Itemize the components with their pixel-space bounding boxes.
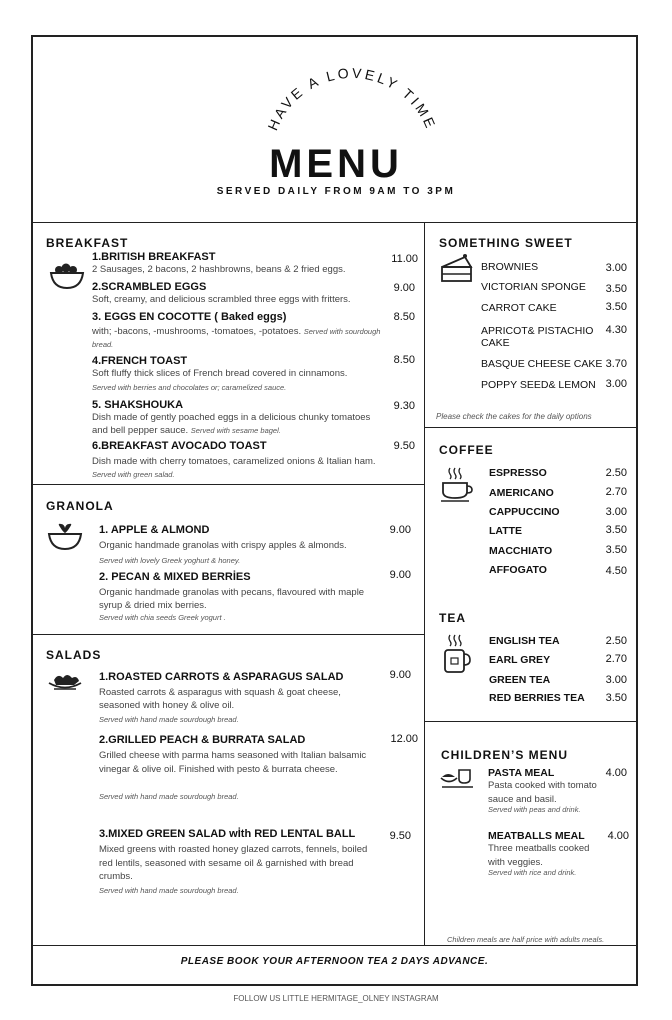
sweet-item-5-price: 3.70 (605, 358, 627, 370)
sweet-note: Please check the cakes for the daily options (436, 412, 592, 421)
salad-item-2-desc: Grilled cheese with parma hams seasoned with Italian balsamic vinegar & olive oil. Finished with pesto & burrata cheese. (99, 750, 367, 775)
breakfast-item-6-desc: Dish made with cherry tomatoes, caramelized onions & Italian ham. Served with green salad. (92, 456, 376, 479)
tea-item-3-price: 3.00 (605, 674, 627, 686)
tea-item-4-name: RED BERRIES TEA (489, 692, 585, 704)
breakfast-item-5-name: 5. SHAKSHOUKA (92, 399, 184, 411)
salad-plate-icon (46, 670, 84, 694)
breakfast-item-2-desc: Soft, creamy, and delicious scrambled three eggs with fritters. (92, 294, 351, 305)
sweet-item-6-price: 3.00 (605, 378, 627, 390)
coffee-item-4-name: LATTE (489, 525, 523, 537)
breakfast-item-1-price: 11.00 (391, 253, 418, 265)
breakfast-item-4-desc: Soft fluffy thick slices of French bread covered in cinnamons. (92, 368, 348, 379)
divider-coffee (424, 427, 638, 428)
sweet-item-5-name: BASQUE CHEESE CAKE (481, 358, 603, 370)
breakfast-item-4-note: Served with berries and chocolates or; caramelized sauce. (92, 383, 287, 392)
kids-meal-icon (440, 767, 476, 793)
salad-item-3-price: 9.50 (389, 830, 411, 842)
breakfast-item-3-desc: with; -bacons, -mushrooms, -tomatoes, -potatoes. Served with sourdough bread. (92, 326, 381, 349)
breakfast-item-3-price: 8.50 (393, 311, 415, 323)
tagline: HAVE A LOVELY TIME (264, 64, 440, 133)
sweet-item-4-name: APRICOT& PISTACHIO CAKE (481, 325, 594, 349)
coffee-item-3-price: 3.00 (605, 506, 627, 518)
granola-item-2-note: Served with chia seeds Greek yogurt . (99, 613, 226, 622)
sweet-item-3-name: CARROT CAKE (481, 302, 557, 314)
granola-item-1-price: 9.00 (389, 524, 411, 536)
salad-item-3-note: Served with hand made sourdough bread. (99, 886, 239, 895)
breakfast-item-3-name: 3. EGGS EN COCOTTE ( Baked eggs) (92, 311, 287, 323)
divider-salads (31, 634, 424, 635)
salad-item-1-note: Served with hand made sourdough bread. (99, 715, 239, 724)
sweet-item-2-price: 3.50 (605, 283, 627, 295)
breakfast-item-1-desc: 2 Sausages, 2 bacons, 2 hashbrowns, beans & 2 fried eggs. (92, 264, 346, 275)
salad-item-2-price: 12.00 (390, 733, 418, 745)
coffee-item-5-name: MACCHIATO (489, 545, 553, 557)
salad-item-1-price: 9.00 (389, 669, 411, 681)
granola-heading: GRANOLA (46, 499, 114, 513)
divider-header (31, 222, 638, 223)
children-item-1-name: PASTA MEAL (488, 767, 555, 779)
instagram-follow: FOLLOW US LITTLE HERMITAGE_OLNEY INSTAGRAM (233, 994, 439, 1003)
tea-cup-icon (442, 633, 472, 675)
sweet-heading: SOMETHING SWEET (439, 236, 573, 250)
sweet-item-3-price: 3.50 (605, 301, 627, 313)
breakfast-item-4-price: 8.50 (393, 354, 415, 366)
coffee-cup-icon (440, 466, 474, 504)
coffee-heading: COFFEE (439, 443, 494, 457)
coffee-item-6-price: 4.50 (605, 565, 627, 577)
salad-item-1-desc: Roasted carrots & asparagus with squash & goat cheese, seasoned with honey & olive oil. (99, 687, 341, 711)
breakfast-item-6-price: 9.50 (393, 440, 415, 452)
children-item-2-note: Served with rice and drink. (488, 868, 577, 877)
children-item-2-name: MEATBALLS MEAL (488, 830, 585, 842)
children-note: Children meals are half price with adults meals. (447, 935, 605, 944)
breakfast-item-5-desc: Dish made of gently poached eggs in a delicious chunky tomatoes and bell pepper sauce. Served with sesame bagel. (92, 412, 371, 436)
coffee-item-1-price: 2.50 (605, 467, 627, 479)
coffee-item-5-price: 3.50 (605, 544, 627, 556)
salad-item-3-name: 3.MIXED GREEN SALAD wİth RED LENTAL BALL (99, 828, 356, 840)
salad-item-1-name: 1.ROASTED CARROTS & ASPARAGUS SALAD (99, 671, 344, 683)
coffee-item-6-name: AFFOGATO (489, 564, 547, 576)
children-item-1-desc: Pasta cooked with tomato sauce and basil. (488, 780, 597, 805)
granola-item-2-desc: Organic handmade granolas with pecans, flavoured with maple syrup & dried mix berries. (99, 587, 365, 611)
coffee-item-1-name: ESPRESSO (489, 467, 547, 479)
children-item-2-desc: Three meatballs cooked with veggies. (488, 843, 590, 868)
food-bowl-icon (48, 258, 86, 292)
cake-slice-icon (440, 253, 474, 285)
sweet-item-2-name: VICTORIAN SPONGE (481, 281, 586, 293)
svg-text:HAVE A LOVELY TIME (264, 65, 439, 133)
granola-item-1-note: Served with lovely Greek yoghurt & honey. (99, 556, 241, 565)
breakfast-heading: BREAKFAST (46, 236, 129, 250)
divider-granola (31, 484, 424, 485)
sweet-item-6-name: POPPY SEED& LEMON (481, 379, 596, 391)
granola-item-1-name: 1. APPLE & ALMOND (99, 524, 210, 536)
breakfast-item-2-name: 2.SCRAMBLED EGGS (92, 281, 207, 293)
coffee-item-2-name: AMERICANO (489, 487, 554, 499)
coffee-item-2-price: 2.70 (605, 486, 627, 498)
children-heading: CHILDREN’S MENU (441, 748, 569, 762)
coffee-item-3-name: CAPPUCCINO (489, 506, 560, 518)
tea-item-1-name: ENGLISH TEA (489, 635, 560, 647)
divider-children (424, 721, 638, 722)
salad-item-3-desc: Mixed greens with roasted honey glazed carrots, fennels, boiled red lentils, seasoned with sesame oil & garnished with bread crumbs. (99, 844, 368, 882)
salad-item-2-name: 2.GRILLED PEACH & BURRATA SALAD (99, 734, 306, 746)
served-hours: SERVED DAILY FROM 9AM TO 3PM (216, 186, 456, 197)
salads-heading: SALADS (46, 648, 102, 662)
granola-item-2-price: 9.00 (389, 569, 411, 581)
salad-item-2-note: Served with hand made sourdough bread. (99, 792, 239, 801)
breakfast-item-2-price: 9.00 (393, 282, 415, 294)
children-item-2-price: 4.00 (607, 830, 629, 842)
breakfast-item-1-name: 1.BRITISH BREAKFAST (92, 251, 216, 263)
granola-bowl-icon (46, 521, 84, 553)
children-item-1-price: 4.00 (605, 767, 627, 779)
children-item-1-note: Served with peas and drink. (488, 805, 581, 814)
coffee-item-4-price: 3.50 (605, 524, 627, 536)
tea-item-2-price: 2.70 (605, 653, 627, 665)
sweet-item-1-price: 3.00 (605, 262, 627, 274)
sweet-item-4-price: 4.30 (605, 324, 627, 336)
granola-item-1-desc: Organic handmade granolas with crispy apples & almonds. (99, 540, 347, 551)
sweet-item-1-name: BROWNIES (481, 261, 539, 273)
granola-item-2-name: 2. PECAN & MIXED BERRİES (99, 571, 251, 583)
tea-item-4-price: 3.50 (605, 692, 627, 704)
tea-heading: TEA (439, 611, 466, 625)
tea-item-3-name: GREEN TEA (489, 674, 551, 686)
breakfast-item-5-price: 9.30 (393, 400, 415, 412)
page-title: MENU (269, 142, 403, 186)
breakfast-item-6-name: 6.BREAKFAST AVOCADO TOAST (92, 440, 267, 452)
breakfast-item-4-name: 4.FRENCH TOAST (92, 355, 188, 367)
divider-footer (31, 945, 638, 946)
afternoon-tea-notice: PLEASE BOOK YOUR AFTERNOON TEA 2 DAYS ADVANCE. (180, 956, 489, 967)
tea-item-2-name: EARL GREY (489, 654, 551, 666)
divider-columns (424, 222, 425, 945)
tea-item-1-price: 2.50 (605, 635, 627, 647)
